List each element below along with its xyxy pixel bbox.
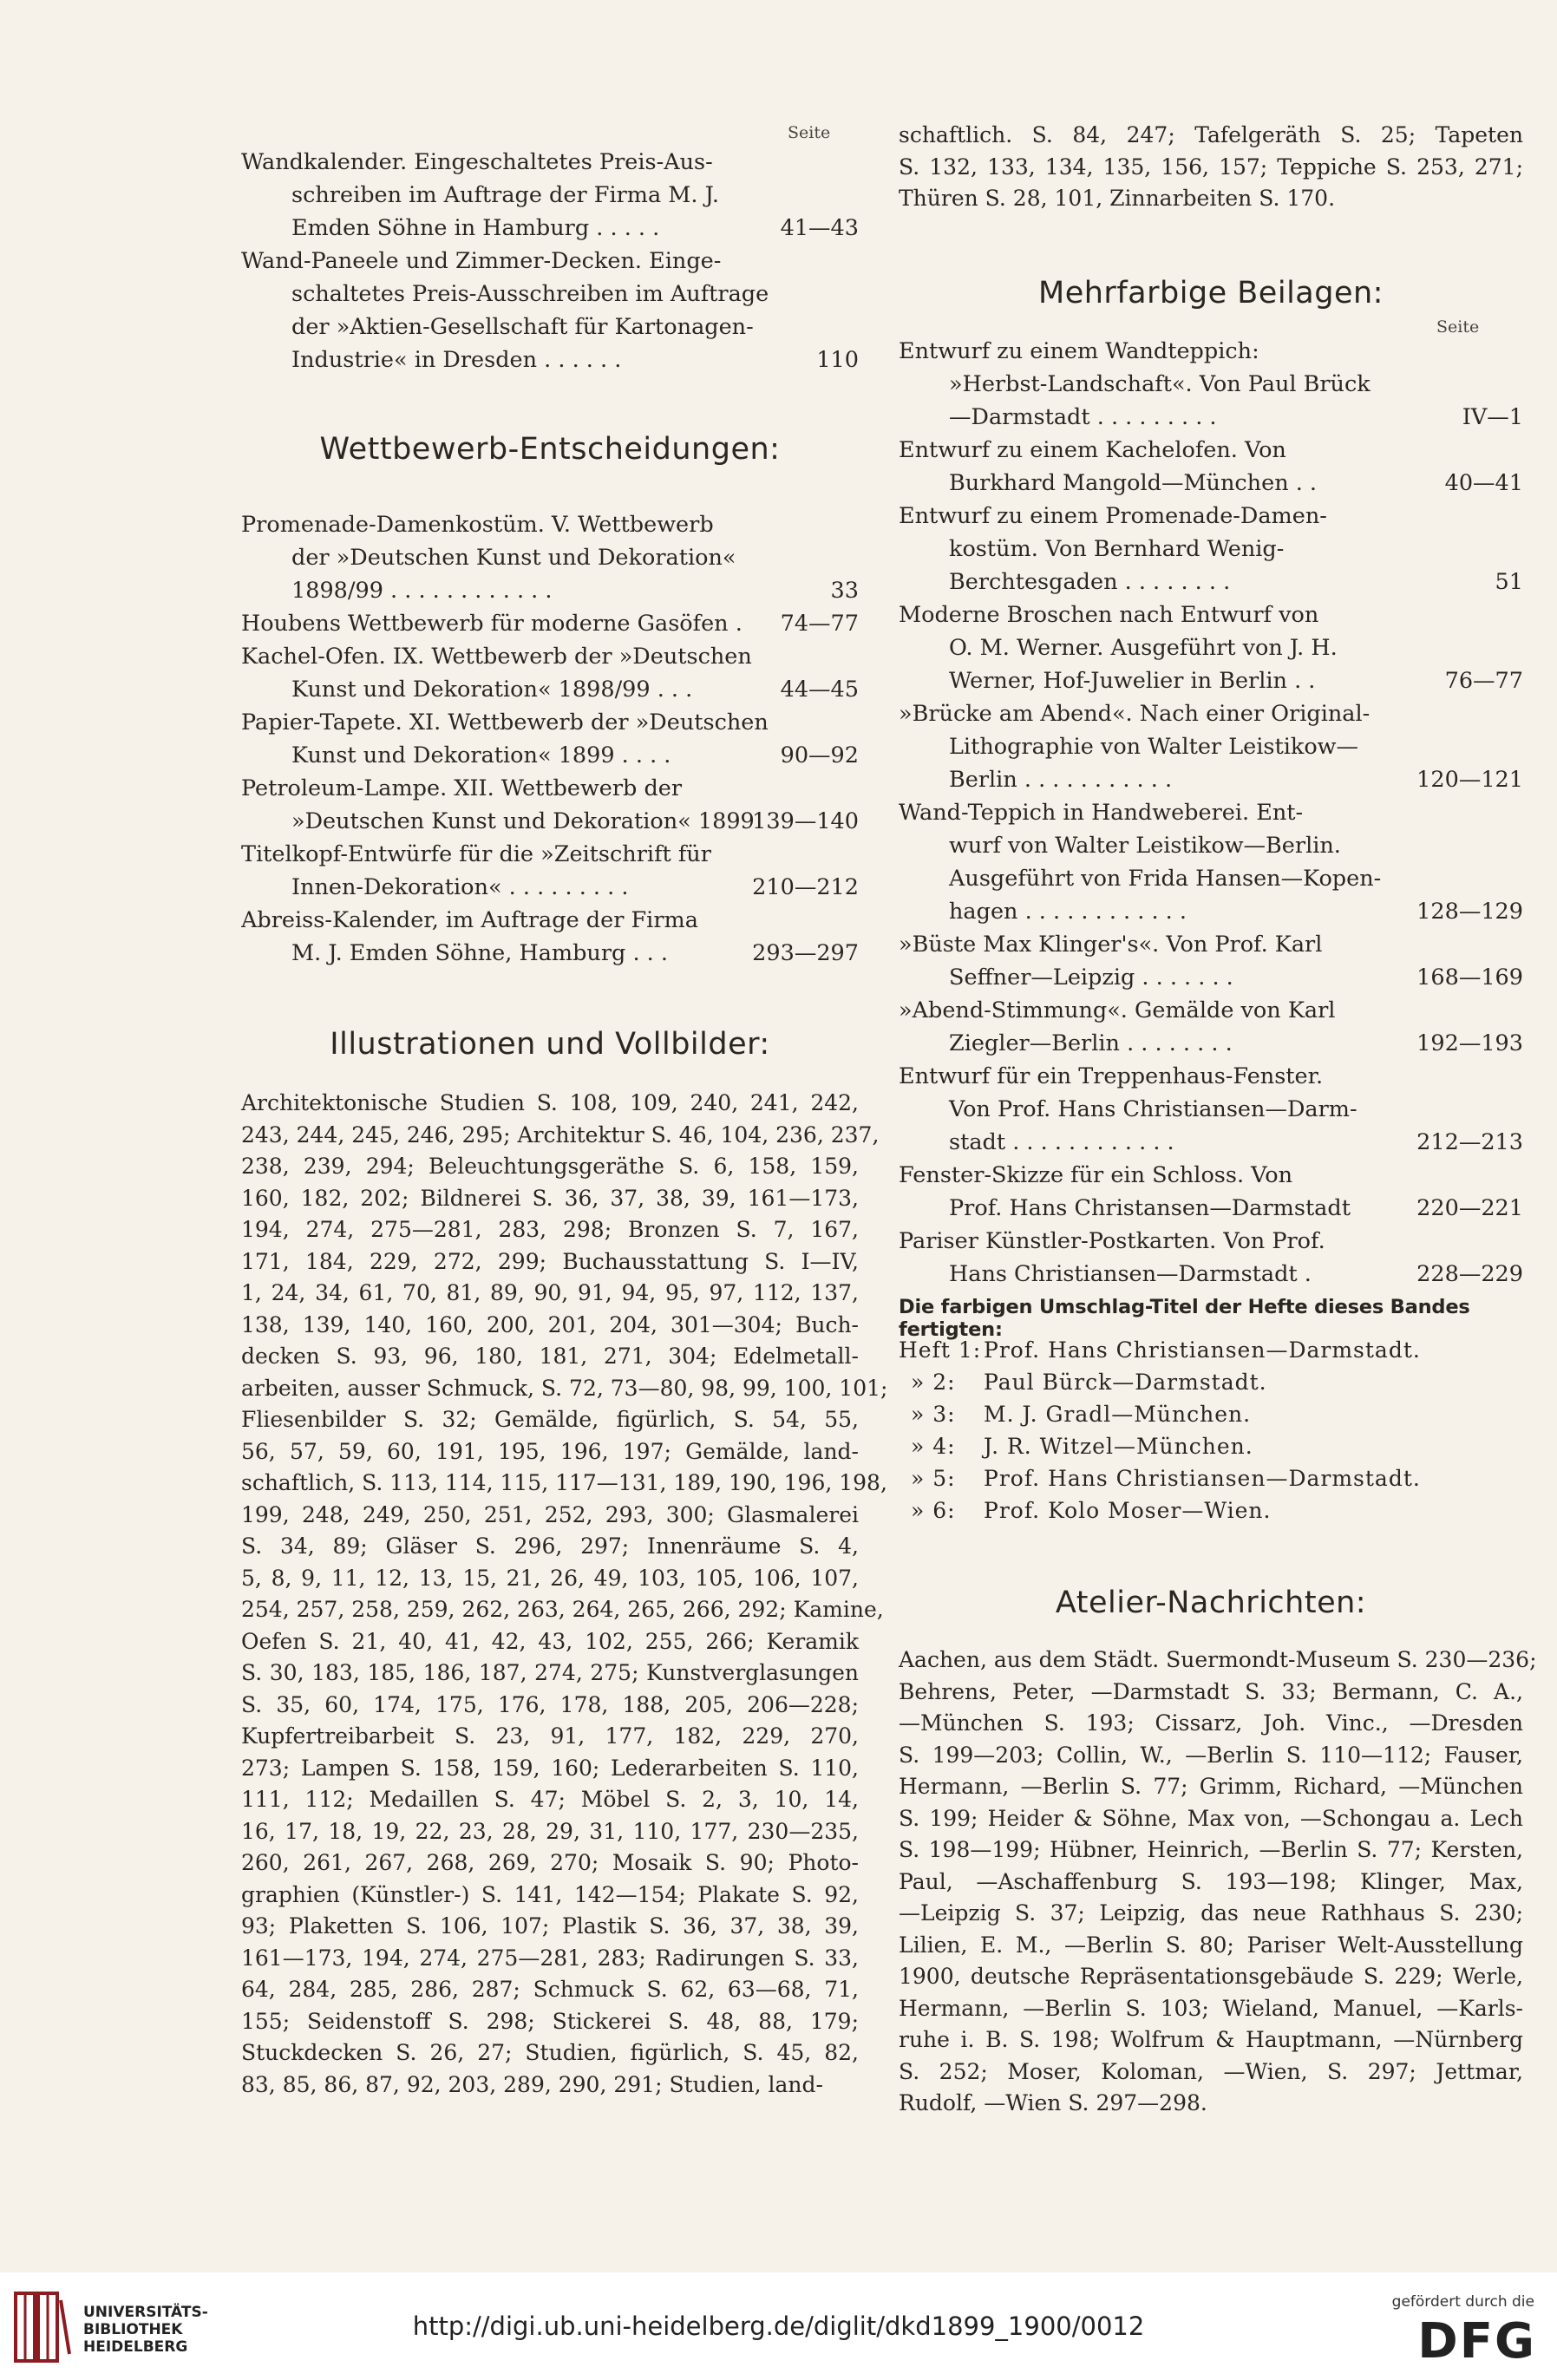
heft-artist: J. R. Witzel—München. [984, 1434, 1253, 1459]
index-entry [899, 697, 1523, 796]
text-line: 111, 112; Medaillen S. 47; Möbel S. 2, 3, 10, 14, [241, 1787, 859, 1812]
entry-line: Entwurf für ein Treppenhaus-Fenster. [899, 1063, 1324, 1089]
heft-artist: M. J. Gradl—München. [984, 1402, 1252, 1427]
entry-page-number: 74—77 [780, 611, 859, 637]
permalink-url[interactable]: http://digi.ub.uni-heidelberg.de/diglit/dkd1899_1900/0012 [412, 2311, 1145, 2341]
text-line: S. 34, 89; Gläser S. 296, 297; Innenräume S. 4, [241, 1533, 859, 1559]
text-line: 138, 139, 140, 160, 200, 201, 204, 301—304; Buch- [241, 1311, 859, 1337]
text-line: Stuckdecken S. 26, 27; Studien, figürlich, S. 45, 82, [241, 2040, 859, 2065]
entry-line: »Brücke am Abend«. Nach einer Original- [899, 701, 1371, 727]
text-line: —Leipzig S. 37; Leipzig, das neue Rathhaus S. 230; [899, 1900, 1523, 1926]
heft-artist: Paul Bürck—Darmstadt. [984, 1370, 1267, 1395]
entry-line: schaltetes Preis-Ausschreiben im Auftrage [291, 281, 769, 307]
beilagen-heading: Mehrfarbige Beilagen: [1038, 276, 1384, 311]
entry-page-number: 168—169 [1416, 964, 1523, 991]
index-entry [241, 772, 859, 838]
text-line: 83, 85, 86, 87, 92, 203, 289, 290, 291; Studien, land- [241, 2071, 823, 2097]
entry-page-number: 192—193 [1416, 1030, 1523, 1056]
text-line: 64, 284, 285, 286, 287; Schmuck S. 62, 63—68, 71, [241, 1977, 859, 2002]
text-line: 160, 182, 202; Bildnerei S. 36, 37, 38, 39, 161—173, [241, 1185, 859, 1211]
entry-page-number: 212—213 [1416, 1129, 1523, 1155]
entry-line: Entwurf zu einem Kachelofen. Von [899, 437, 1286, 463]
entry-line: kostüm. Von Bernhard Wenig- [949, 536, 1285, 562]
index-entry [899, 500, 1523, 598]
text-line: Fliesenbilder S. 32; Gemälde, figürlich, S. 54, 55, [241, 1407, 859, 1432]
entry-line: Burkhard Mangold—München . . [949, 470, 1318, 496]
heft-label: » 5: [911, 1466, 956, 1491]
text-line: 199, 248, 249, 250, 251, 252, 293, 300; Glasmalerei [241, 1501, 859, 1527]
text-line: S. 35, 60, 174, 175, 176, 178, 188, 205, 206—228; [241, 1691, 859, 1717]
illustrationen-text [241, 1088, 888, 2101]
entry-line: »Büste Max Klinger's«. Von Prof. Karl [899, 932, 1323, 958]
text-line: 56, 57, 59, 60, 191, 195, 196, 197; Gemälde, land- [241, 1438, 859, 1464]
heft-label: » 3: [911, 1402, 956, 1427]
text-line: 1900, deutsche Repräsentationsgebäude S. 229; Werle, [899, 1964, 1523, 1989]
text-line: Thüren S. 28, 101, Zinnarbeiten S. 170. [899, 186, 1336, 211]
entry-line: Hans Christiansen—Darmstadt . [949, 1261, 1312, 1287]
text-line: 243, 244, 245, 246, 295; Architektur S. 46, 104, 236, 237, [241, 1121, 880, 1148]
index-entry [241, 706, 859, 772]
umschlag-heading: Die farbigen Umschlag-Titel der Hefte dieses Bandes fertigten: [899, 1296, 1470, 1341]
heft-row [899, 1494, 1523, 1527]
entry-page-number: 210—212 [752, 874, 859, 900]
entry-page-number: 33 [830, 578, 859, 604]
heft-label: Heft 1: [899, 1337, 982, 1363]
funded-by-label: gefördert durch die [1391, 2293, 1534, 2311]
text-line: 1, 24, 34, 61, 70, 81, 89, 90, 91, 94, 95, 97, 112, 137, [241, 1280, 859, 1305]
entry-line: schreiben im Auftrage der Firma M. J. [291, 182, 719, 208]
text-line: S. 252; Moser, Koloman, —Wien, S. 297; Jettmar, [899, 2058, 1523, 2084]
text-line: —München S. 193; Cissarz, Joh. Vinc., —Dresden [899, 1710, 1523, 1736]
index-entry [899, 434, 1523, 500]
text-line: Architektonische Studien S. 108, 109, 240, 241, 242, [241, 1090, 859, 1115]
text-line: 260, 261, 267, 268, 269, 270; Mosaik S. 90; Photo- [241, 1850, 859, 1875]
heft-row [899, 1462, 1523, 1494]
entry-line: »Abend-Stimmung«. Gemälde von Karl [899, 997, 1336, 1023]
index-entry [241, 607, 859, 640]
entry-line: Prof. Hans Christansen—Darmstadt [949, 1195, 1351, 1221]
heft-row [899, 1398, 1523, 1430]
entry-line: Promenade-Damenkostüm. V. Wettbewerb [241, 512, 714, 538]
atelier-text [899, 1644, 1537, 2120]
entry-line: wurf von Walter Leistikow—Berlin. [949, 833, 1341, 859]
entry-line: Moderne Broschen nach Entwurf von [899, 602, 1319, 628]
text-line: 238, 239, 294; Beleuchtungsgeräthe S. 6, 158, 159, [241, 1154, 859, 1179]
entry-line: Papier-Tapete. XI. Wettbewerb der »Deutschen [241, 709, 769, 736]
illustrationen-text-continued [899, 120, 1523, 215]
heft-artist: Prof. Hans Christiansen—Darmstadt. [984, 1466, 1421, 1491]
entry-line: Innen-Dekoration« . . . . . . . . . [291, 874, 629, 900]
text-line: 171, 184, 229, 272, 299; Buchausstattung S. I—IV, [241, 1248, 859, 1274]
text-line: S. 132, 133, 134, 135, 156, 157; Teppiche S. 253, 271; [899, 154, 1523, 180]
heft-label: » 2: [911, 1370, 956, 1395]
text-line: Rudolf, —Wien S. 297—298. [899, 2090, 1207, 2115]
text-line: decken S. 93, 96, 180, 181, 271, 304; Edelmetall- [241, 1344, 859, 1369]
entry-line: Pariser Künstler-Postkarten. Von Prof. [899, 1228, 1325, 1254]
entry-page-number: 220—221 [1416, 1195, 1523, 1221]
text-line: Kupfertreibarbeit S. 23, 91, 177, 182, 229, 270, [241, 1723, 859, 1749]
index-entry [241, 838, 859, 904]
entry-line: der »Aktien-Gesellschaft für Kartonagen- [291, 314, 754, 340]
entry-line: Industrie« in Dresden . . . . . . [291, 347, 622, 373]
text-line: schaftlich, S. 113, 114, 115, 117—131, 189, 190, 196, 198, [241, 1470, 887, 1495]
index-entry [899, 796, 1523, 928]
entry-line: der »Deutschen Kunst und Dekoration« [291, 545, 736, 571]
entry-line: Werner, Hof-Juwelier in Berlin . . [949, 668, 1316, 694]
entry-line: Houbens Wettbewerb für moderne Gasöfen . [241, 611, 743, 637]
index-entry [241, 904, 859, 970]
entry-line: hagen . . . . . . . . . . . . [949, 899, 1187, 925]
heft-row [899, 1334, 1523, 1366]
seite-label-right: Seite [1436, 317, 1480, 337]
text-line: Hermann, —Berlin S. 77; Grimm, Richard, —München [899, 1774, 1523, 1799]
text-line: Hermann, —Berlin S. 103; Wieland, Manuel, —Karls- [899, 1995, 1523, 2021]
entry-line: Wand-Paneele und Zimmer-Decken. Einge- [241, 248, 722, 274]
text-line: ruhe i. B. S. 198; Wolfrum & Hauptmann, —Nürnberg [899, 2027, 1523, 2052]
text-line: Oefen S. 21, 40, 41, 42, 43, 102, 255, 266; Keramik [241, 1628, 859, 1654]
entry-line: Kunst und Dekoration« 1898/99 . . . [291, 677, 693, 703]
entry-line: Kunst und Dekoration« 1899 . . . . [291, 742, 671, 768]
hefte-list [899, 1334, 1523, 1527]
text-line: S. 199—203; Collin, W., —Berlin S. 110—112; Fauser, [899, 1742, 1523, 1768]
text-line: arbeiten, ausser Schmuck, S. 72, 73—80, 98, 99, 100, 101; [241, 1375, 888, 1401]
entry-line: Ausgeführt von Frida Hansen—Kopen- [949, 866, 1382, 892]
entry-line: 1898/99 . . . . . . . . . . . . [291, 578, 553, 604]
index-entry [899, 598, 1523, 697]
library-line-1: UNIVERSITÄTS- [83, 2304, 208, 2321]
text-line: S. 199; Heider & Söhne, Max von, —Schongau a. Lech [899, 1805, 1523, 1831]
entry-line: stadt . . . . . . . . . . . . [949, 1129, 1174, 1155]
entry-line: O. M. Werner. Ausgeführt von J. H. [949, 635, 1338, 661]
entry-page-number: 128—129 [1416, 899, 1523, 925]
index-entry [241, 245, 859, 376]
entry-line: Berchtesgaden . . . . . . . . [949, 569, 1231, 595]
atelier-heading: Atelier-Nachrichten: [1055, 1586, 1367, 1620]
entry-line: Wandkalender. Eingeschaltetes Preis-Aus- [241, 149, 713, 175]
index-entry [899, 1060, 1523, 1159]
entry-line: Fenster-Skizze für ein Schloss. Von [899, 1162, 1293, 1188]
entscheidungen-heading: Wettbewerb-Entscheidungen: [319, 432, 781, 467]
entry-page-number: 44—45 [780, 677, 859, 703]
text-line: S. 198—199; Hübner, Heinrich, —Berlin S. 77; Kersten, [899, 1837, 1523, 1862]
text-line: 254, 257, 258, 259, 262, 263, 264, 265, 266, 292; Kamine, [241, 1597, 884, 1622]
entry-page-number: 76—77 [1444, 668, 1523, 694]
index-entry [899, 928, 1523, 994]
text-line: 273; Lampen S. 158, 159, 160; Lederarbeiten S. 110, [241, 1755, 859, 1781]
library-line-2: BIBLIOTHEK [83, 2321, 183, 2338]
text-line: 93; Plaketten S. 106, 107; Plastik S. 36, 37, 38, 39, [241, 1913, 859, 1939]
entry-line: Entwurf zu einem Promenade-Damen- [899, 503, 1327, 529]
entry-page-number: 41—43 [780, 215, 859, 241]
index-entry [899, 1225, 1523, 1291]
entry-line: Ziegler—Berlin . . . . . . . . [949, 1030, 1233, 1056]
seite-label-left: Seite [788, 123, 831, 142]
entry-line: Seffner—Leipzig . . . . . . . [949, 964, 1233, 991]
entry-line: Petroleum-Lampe. XII. Wettbewerb der [241, 775, 683, 801]
index-entry [899, 994, 1523, 1060]
index-entry [241, 146, 859, 245]
index-entry [899, 335, 1523, 434]
entry-page-number: IV—1 [1462, 404, 1523, 430]
entry-line: Lithographie von Walter Leistikow— [949, 734, 1358, 760]
entry-page-number: 110 [816, 347, 859, 373]
index-entry [241, 508, 859, 607]
entry-line: Berlin . . . . . . . . . . . [949, 767, 1173, 793]
entry-page-number: 293—297 [752, 940, 859, 966]
entry-page-number: 40—41 [1444, 470, 1523, 496]
entry-line: Kachel-Ofen. IX. Wettbewerb der »Deutschen [241, 644, 752, 670]
text-line: Aachen, aus dem Städt. Suermondt-Museum S. 230—236; [899, 1647, 1537, 1672]
text-line: 5, 8, 9, 11, 12, 13, 15, 21, 26, 49, 103, 105, 106, 107, [241, 1565, 859, 1591]
entry-page-number: 120—121 [1416, 767, 1523, 793]
entry-line: »Herbst-Landschaft«. Von Paul Brück [949, 371, 1371, 397]
text-line: Behrens, Peter, —Darmstadt S. 33; Bermann, C. A., [899, 1678, 1523, 1704]
entry-line: Emden Söhne in Hamburg . . . . . [291, 215, 660, 241]
heft-label: » 6: [911, 1498, 956, 1523]
illustrationen-heading: Illustrationen und Vollbilder: [330, 1027, 770, 1062]
text-line: schaftlich. S. 84, 247; Tafelgeräth S. 25; Tapeten [899, 122, 1523, 147]
heft-artist: Prof. Hans Christiansen—Darmstadt. [984, 1337, 1421, 1363]
entry-page-number: 139—140 [752, 808, 859, 834]
entry-line: Von Prof. Hans Christiansen—Darm- [949, 1096, 1357, 1122]
entry-line: —Darmstadt . . . . . . . . . [949, 404, 1217, 430]
dfg-logo: DFG [1417, 2313, 1536, 2370]
entry-line: M. J. Emden Söhne, Hamburg . . . [291, 940, 668, 966]
entry-page-number: 51 [1495, 569, 1523, 595]
heft-row [899, 1366, 1523, 1398]
index-entry [241, 640, 859, 706]
index-entry [899, 1159, 1523, 1225]
entry-line: Abreiss-Kalender, im Auftrage der Firma [241, 907, 698, 933]
text-line: 155; Seidenstoff S. 298; Stickerei S. 48, 88, 179; [241, 2008, 859, 2034]
entry-line: »Deutschen Kunst und Dekoration« 1899 [291, 808, 755, 834]
text-line: 194, 274, 275—281, 283, 298; Bronzen S. 7, 167, [241, 1217, 859, 1242]
entry-line: Entwurf zu einem Wandteppich: [899, 338, 1259, 364]
entry-page-number: 228—229 [1416, 1261, 1523, 1287]
entry-line: Titelkopf-Entwürfe für die »Zeitschrift für [241, 841, 711, 867]
text-line: Lilien, E. M., —Berlin S. 80; Pariser Welt-Ausstellung [899, 1932, 1523, 1958]
footer-bar [0, 2272, 1557, 2380]
heft-artist: Prof. Kolo Moser—Wien. [984, 1498, 1272, 1523]
heft-label: » 4: [911, 1434, 956, 1459]
heft-row [899, 1430, 1523, 1462]
text-line: 161—173, 194, 274, 275—281, 283; Radirungen S. 33, [241, 1945, 859, 1971]
text-line: graphien (Künstler-) S. 141, 142—154; Plakate S. 92, [241, 1881, 859, 1907]
entry-line: Wand-Teppich in Handweberei. Ent- [899, 800, 1304, 826]
text-line: S. 30, 183, 185, 186, 187, 274, 275; Kunstverglasungen [241, 1660, 859, 1685]
text-line: 16, 17, 18, 19, 22, 23, 28, 29, 31, 110, 177, 230—235, [241, 1818, 859, 1844]
library-line-3: HEIDELBERG [83, 2338, 188, 2356]
text-line: Paul, —Aschaffenburg S. 193—198; Klinger, Max, [899, 1868, 1523, 1894]
entry-page-number: 90—92 [780, 742, 859, 768]
